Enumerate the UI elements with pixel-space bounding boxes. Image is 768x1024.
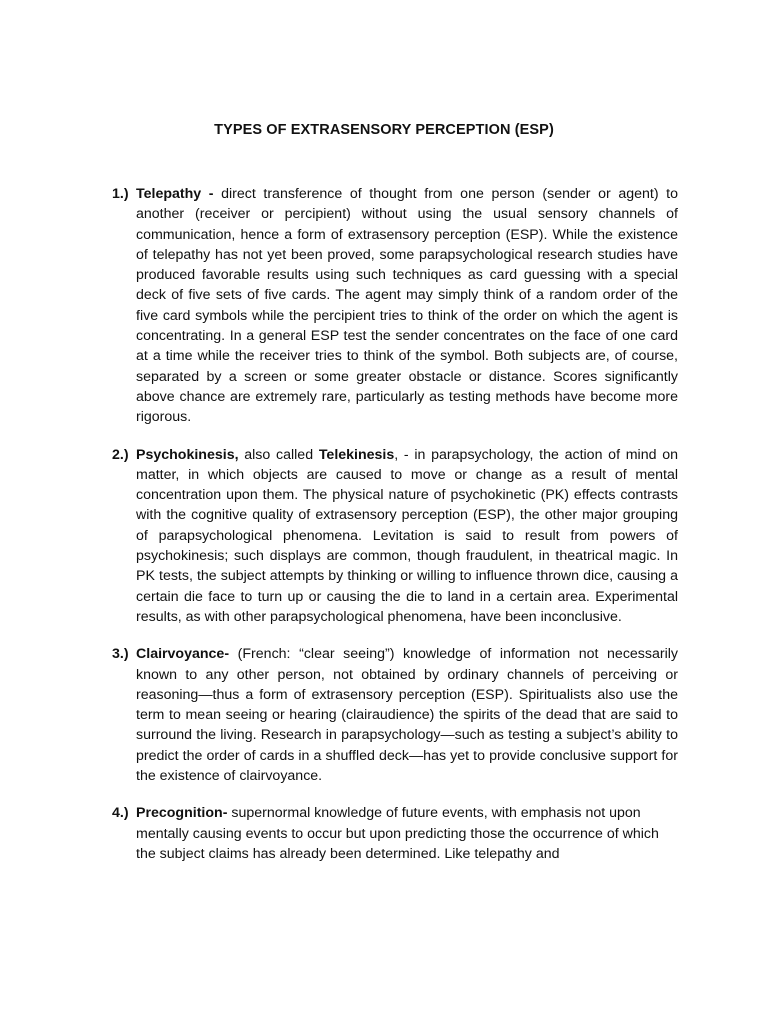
term-clairvoyance: Clairvoyance- <box>136 646 230 663</box>
item-text: direct transference of thought from one person (sender or agent) to another (receiver or percipient) without using the usual sensory channels of communication, hence a form of extrasensory perception (ESP). While the existence of telepathy has not yet been proved, some parapsychological research studies have produced favorable results using such techniques as card guessing with a special deck of five sets of five cards. The agent may simply think of a random order of the five card symbols while the percipient tries to think of the order on which the agent is concentrating. In a general ESP test the sender concentrates on the face of one card at a time while the receiver tries to think of the symbol. Both subjects are, of course, separated by a screen or some greater obstacle or distance. Scores significantly above chance are extremely rare, particularly as testing methods have become more rigorous. <box>136 186 678 426</box>
term-telekinesis: Telekinesis <box>318 446 395 463</box>
term-telepathy: Telepathy - <box>136 186 214 202</box>
item-number: 4.) <box>112 805 129 822</box>
item-number: 3.) <box>112 646 129 663</box>
document-title: TYPES OF EXTRASENSORY PERCEPTION (ESP) <box>214 122 554 138</box>
item-number: 1.) <box>112 186 129 202</box>
term-psychokinesis: Psychokinesis, <box>136 446 239 463</box>
term-precognition: Precognition- <box>136 805 228 822</box>
item-text: (French: “clear seeing”) knowledge of information not necessarily known to any other person, not obtained by ordinary channels of perceiving or reasoning—thus a form of extrasensory perception (ESP). Spiritualists also use the term to mean seeing or hearing (clairaudience) the spirits of the dead that are said to surround the living. Research in parapsychology—such as testing a subject’s ability to predict the order of cards in a shuffled deck—has yet to provide conclusive support for the existence of clairvoyance. <box>136 646 678 785</box>
list-item-clairvoyance <box>112 644 678 786</box>
list-item-precognition <box>112 803 678 864</box>
item-text: supernormal knowledge of future events, with emphasis not upon mentally causing events to occur but upon predicting those the occurrence of which the subject claims has already been determined. Like telepathy and <box>136 805 659 862</box>
item-number: 2.) <box>112 446 129 463</box>
item-text-connector: also called <box>238 446 319 463</box>
list-item-telepathy <box>112 184 678 428</box>
item-text: , - in parapsychology, the action of mind on matter, in which objects are caused to move or change as a result of mental concentration upon them. The physical nature of psychokinetic (PK) effects contrasts with the cognitive quality of extrasensory perception (ESP), the other major grouping of parapsychological phenomena. Levitation is said to result from powers of psychokinesis; such displays are common, though fraudulent, in theatrical magic. In PK tests, the subject attempts by thinking or willing to influence thrown dice, causing a certain die face to turn up or causing the die to land in a certain area. Experimental results, as with other parapsychological phenomena, have been inconclusive. <box>136 446 679 625</box>
esp-types-list <box>112 184 678 881</box>
list-item-psychokinesis <box>112 445 678 628</box>
